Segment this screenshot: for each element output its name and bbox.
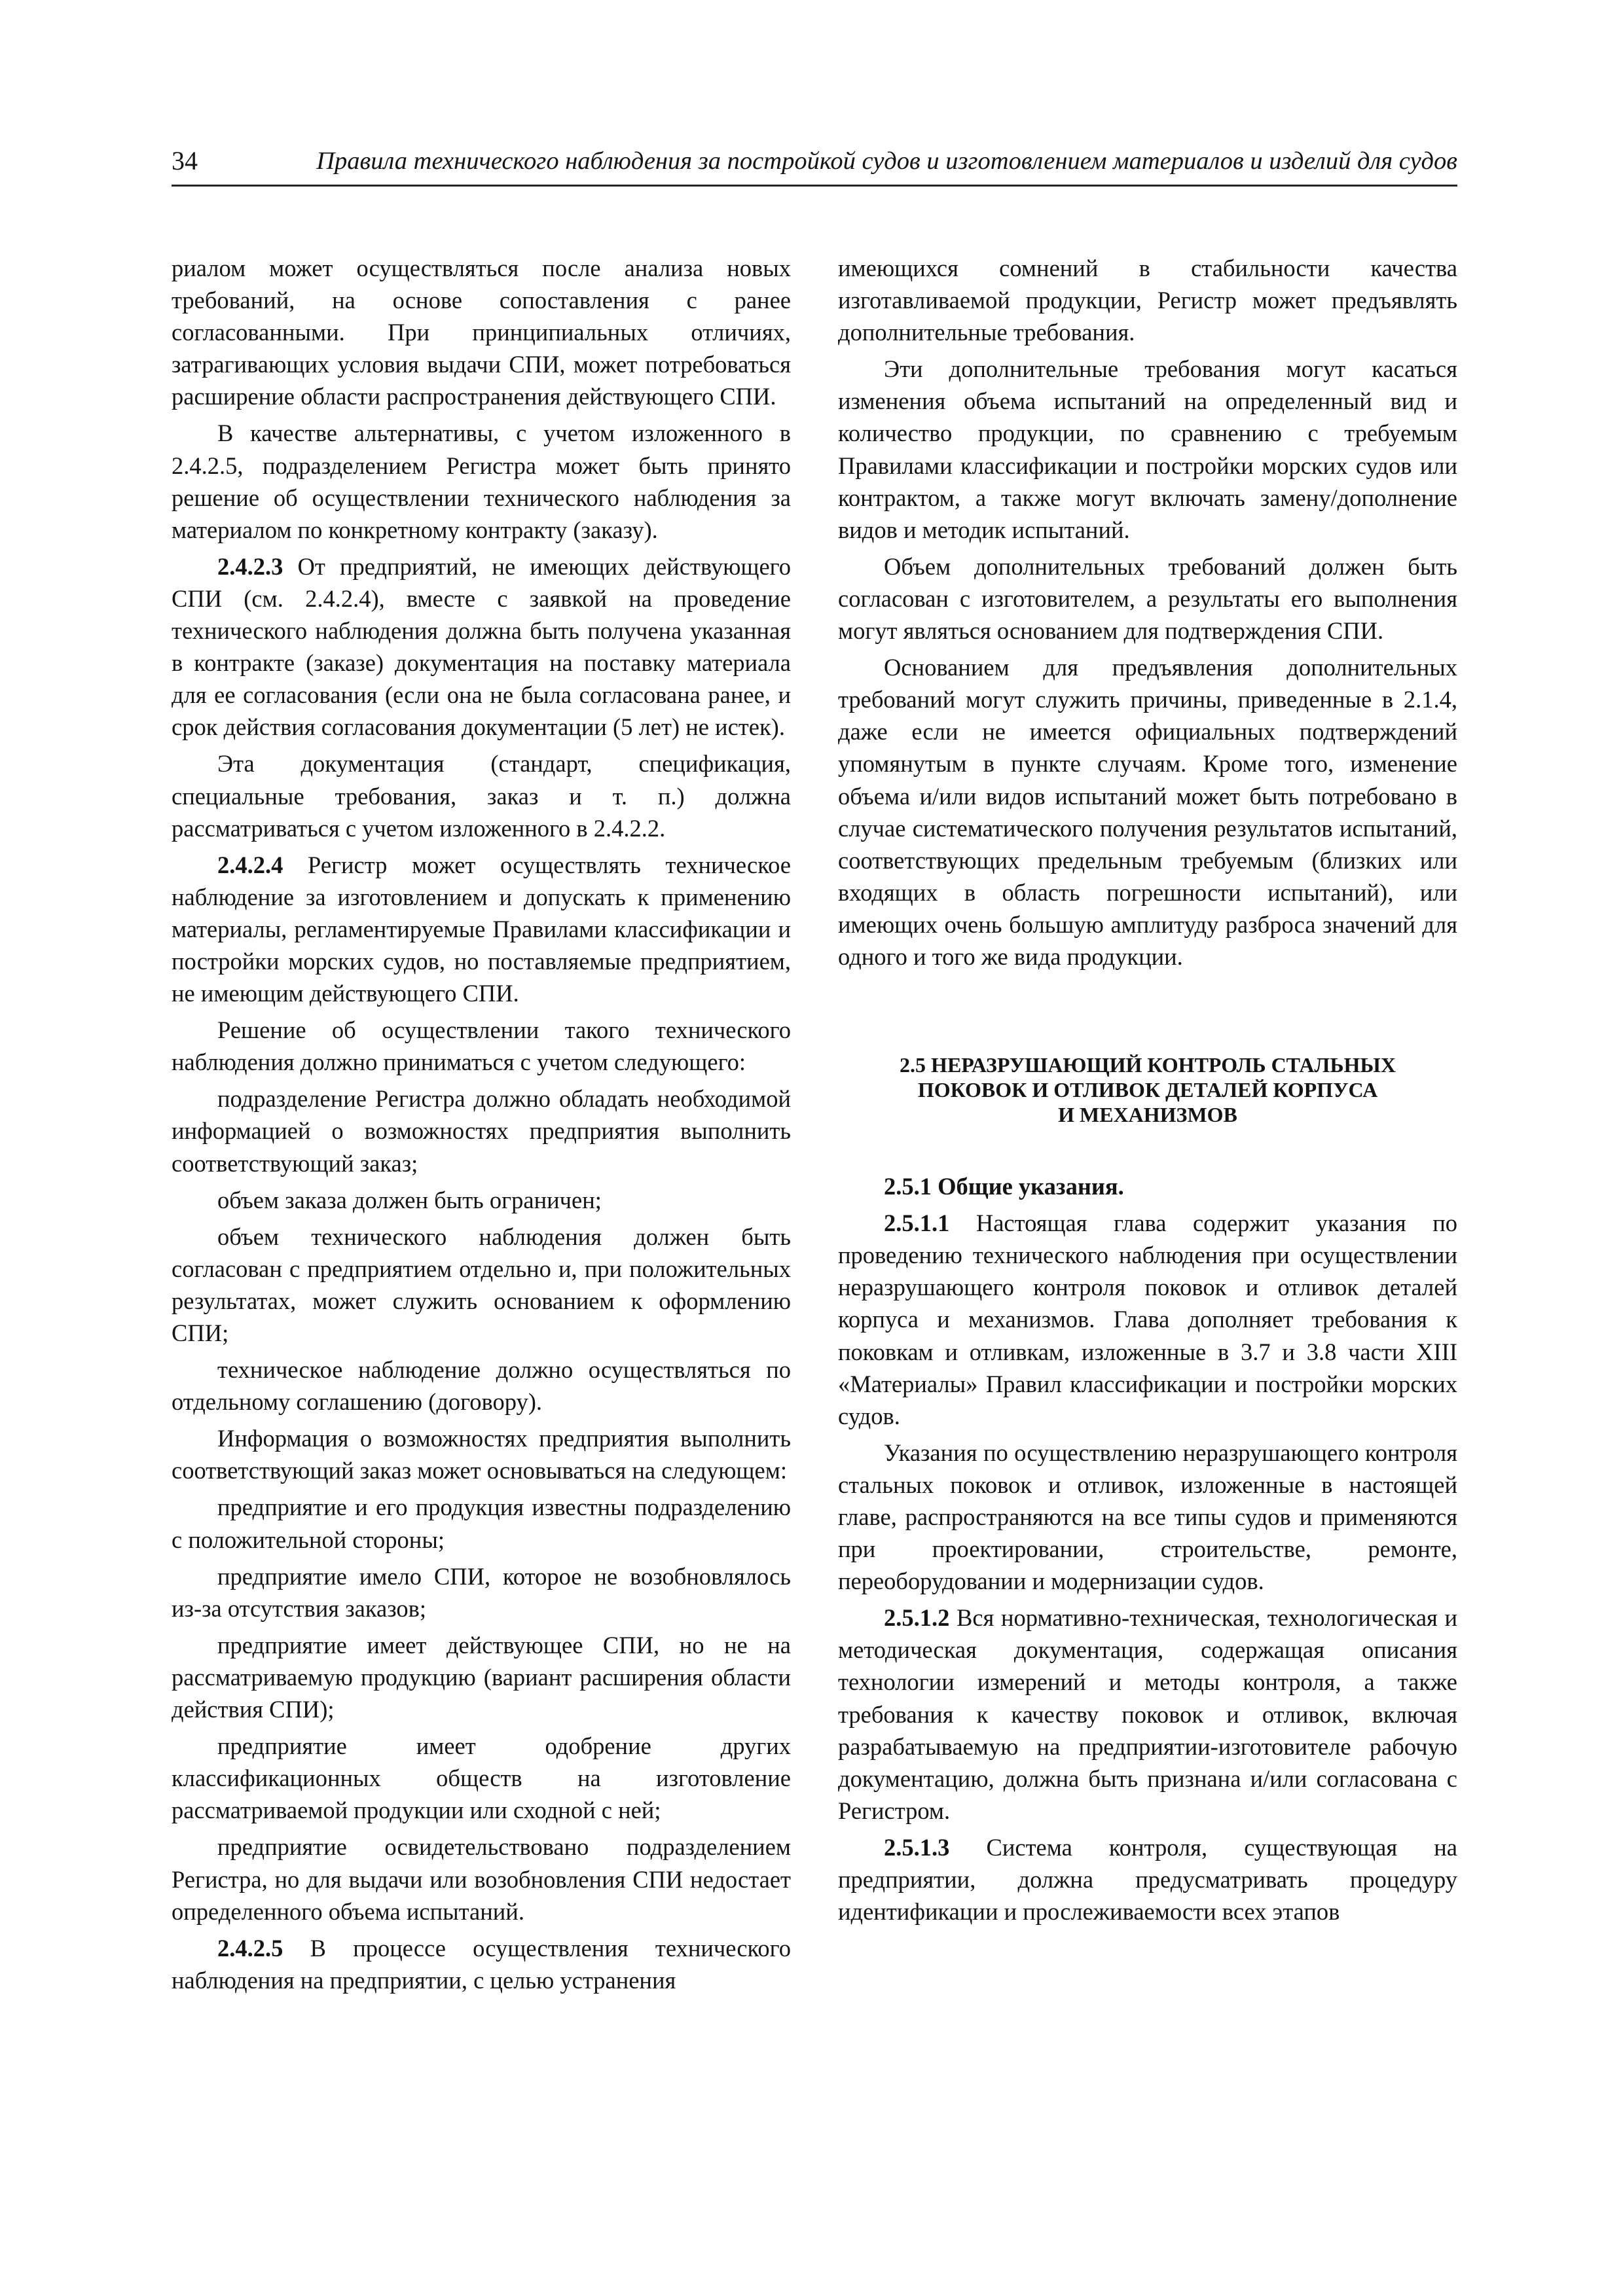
clause-2-4-2-3: 2.4.2.3 От предприятий, не имеющих действующего СПИ (см. 2.4.2.4), вместе с заявкой на проведение технического наблюдения должна быть получена указанная в контракте (заказе) документация на поставку материала для ее согласования (если она не была согласована ранее, и срок действия согласования документации (5 лет) не истек).	[172, 552, 791, 741]
paragraph: имеющихся сомнений в стабильности качества изготавливаемой продукции, Регистр может предъявлять дополнительные требования.	[838, 255, 1457, 346]
list-item: предприятие и его продукция известны подразделению с положительной стороны;	[172, 1494, 791, 1553]
clause-number: 2.5.1.2	[884, 1604, 950, 1632]
clause-number: 2.4.2.5	[217, 1934, 283, 1962]
paragraph: Решение об осуществлении такого технического наблюдения должно приниматься с учетом следующего:	[172, 1016, 791, 1076]
paragraph: Указания по осуществлению неразрушающего контроля стальных поковок и отливок, изложенные в настоящей главе, распространяются на все типы судов и применяются при проектировании, строительстве, ремонте, переоборудовании и модернизации судов.	[838, 1439, 1457, 1595]
clause-2-5-1-3: 2.5.1.3 Система контроля, существующая на предприятии, должна предусматривать процедуру идентификации и прослеживаемости всех этапов	[838, 1833, 1457, 1926]
list-item: предприятие освидетельствовано подразделением Регистра, но для выдачи или возобновления СПИ недостает определенного объема испытаний.	[172, 1833, 791, 1925]
paragraph: Эти дополнительные требования могут касаться изменения объема испытаний на определенный вид и количество продукции, по сравнению с требуемым Правилами классификации и постройки морских судов или контрактом, а также могут включать замену/дополнение видов и методик испытаний.	[838, 355, 1457, 543]
page-number: 34	[172, 146, 198, 175]
clause-2-4-2-4: 2.4.2.4 Регистр может осуществлять техническое наблюдение за изготовлением и допускать к применению материалы, регламентируемые Правилами классификации и постройки морских судов, но поставляемые предприятием, не имеющим действующего СПИ.	[172, 851, 791, 1007]
paragraph: Эта документация (стандарт, спецификация, специальные требования, заказ и т. п.) должна рассматриваться с учетом изложенного в 2.4.2.2.	[172, 750, 791, 842]
clause-2-4-2-5: 2.4.2.5 В процессе осуществления технического наблюдения на предприятии, с целью устранения	[172, 1934, 791, 1994]
list-item: объем заказа должен быть ограничен;	[217, 1186, 602, 1213]
left-column	[172, 252, 791, 2001]
list-item: предприятие имеет одобрение других классификационных обществ на изготовление рассматриваемой продукции или сходной с ней;	[172, 1732, 791, 1824]
clause-number: 2.5.1.3	[884, 1833, 950, 1861]
clause-number: 2.5.1.1	[884, 1210, 950, 1237]
clause-2-5-1-1: 2.5.1.1 Настоящая глава содержит указания по проведению технического наблюдения при осуществлении неразрушающего контроля поковок и отливок деталей корпуса и механизмов. Глава дополняет требования к поковкам и отливкам, изложенные в 3.7 и 3.8 части XIII «Материалы» Правил классификации и постройки морских судов.	[838, 1210, 1457, 1429]
paragraph: риалом может осуществляться после анализа новых требований, на основе сопоставления с ранее согласованными. При принципиальных отличиях, затрагивающих условия выдачи СПИ, может потребоваться расширение области распространения действующего СПИ.	[172, 255, 791, 410]
running-title: Правила технического наблюдения за постройкой судов и изготовлением материалов и изделий для судов	[316, 147, 1457, 175]
subsection-heading: 2.5.1 Общие указания.	[884, 1173, 1124, 1200]
page-header	[172, 143, 1457, 187]
right-column	[838, 252, 1457, 1932]
list-item: предприятие имеет действующее СПИ, но не на рассматриваемую продукцию (вариант расширения области действия СПИ);	[172, 1631, 791, 1723]
list-item: подразделение Регистра должно обладать необходимой информацией о возможностях предприятия выполнить соответствующий заказ;	[172, 1085, 791, 1177]
paragraph: Основанием для предъявления дополнительных требований могут служить причины, приведенные в 2.1.4, даже если не имеется официальных подтверждений упомянутым в пункте случаям. Кроме того, изменение объема и/или видов испытаний может быть потребовано в случае систематического получения результатов испытаний, соответствующих предельным требуемым (близких или входящих в область погрешности испытаний), или имеющих очень большую амплитуду разброса значений для одного и того же вида продукции.	[838, 654, 1457, 970]
list-item: предприятие имело СПИ, которое не возобновлялось из-за отсутствия заказов;	[172, 1562, 791, 1622]
list-item: техническое наблюдение должно осуществляться по отдельному соглашению (договору).	[172, 1356, 791, 1416]
paragraph: Информация о возможностях предприятия выполнить соответствующий заказ может основываться на следующем:	[172, 1425, 791, 1484]
clause-number: 2.4.2.4	[217, 851, 283, 878]
clause-number: 2.4.2.3	[217, 552, 283, 580]
paragraph: В качестве альтернативы, с учетом изложенного в 2.4.2.5, подразделением Регистра может быть принято решение об осуществлении технического наблюдения за материалом по конкретному контракту (заказу).	[172, 420, 791, 543]
section-title: 2.5 НЕРАЗРУШАЮЩИЙ КОНТРОЛЬ СТАЛЬНЫХ ПОКОВОК И ОТЛИВОК ДЕТАЛЕЙ КОРПУСА И МЕХАНИЗМОВ	[900, 1053, 1396, 1127]
list-item: объем технического наблюдения должен быть согласован с предприятием отдельно и, при положительных результатах, может служить основанием к оформлению СПИ;	[172, 1223, 791, 1346]
paragraph: Объем дополнительных требований должен быть согласован с изготовителем, а результаты его выполнения могут являться основанием для подтверждения СПИ.	[838, 552, 1457, 645]
clause-2-5-1-2: 2.5.1.2 Вся нормативно-техническая, технологическая и методическая документация, содержащая описания технологии измерений и методы контроля, а также требования к качеству поковок и отливок, включая разрабатываемую на предприятии-изготовителе рабочую документацию, должна быть признана и/или согласована с Регистром.	[838, 1604, 1457, 1824]
